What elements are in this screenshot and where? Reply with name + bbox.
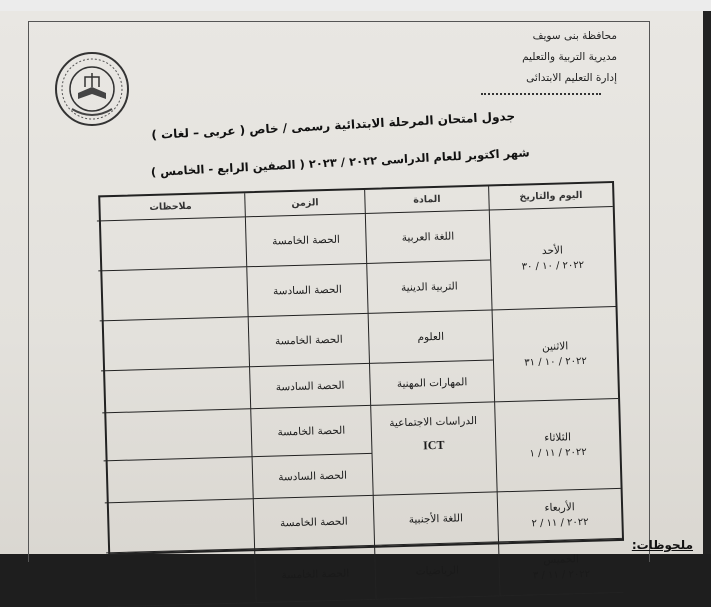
header-administration: إدارة التعليم الابتدائى [526,72,617,84]
day-name: الثلاثاء [544,431,572,445]
period-cell: الحصة السادسة [252,454,373,499]
notes-label: ملحوظات: [631,538,693,552]
day-tuesday [494,399,620,492]
notes-cell [97,217,246,271]
day-date: ٢٠٢٢ / ١١ / ٢ [531,516,589,530]
document-sheet [0,11,711,582]
subject-social: الدراسات الاجتماعية [389,414,478,430]
day-monday [492,307,619,402]
subject-cell: التربية الدينية [366,260,491,313]
subject-cell: الرياضيات [374,542,499,599]
day-date: ٢٠٢٢ / ١١ / ١ [529,446,587,460]
subject-cell: اللغة الأجنبية [373,492,498,545]
notes-cell [98,267,247,321]
ministry-logo-icon [52,49,132,129]
period-cell: الحصة السادسة [246,264,367,317]
notes-cell [102,409,251,461]
document-subtitle: شهر اكتوبر للعام الدراسى ٢٠٢٢ / ٢٠٢٣ ( الصفين الرابع - الخامس ) [150,145,530,180]
period-cell: الحصة الخامسة [253,496,374,549]
subject-cell: اللغة العربية [365,211,490,264]
day-date: ٢٠٢٢ / ١٠ / ٣٠ [521,259,585,273]
dotted-line [481,93,601,95]
day-sunday [489,207,616,310]
period-cell: الحصة الخامسة [248,314,369,367]
day-name: الاثنين [541,340,569,354]
subject-cell: العلوم [368,310,493,363]
header-period: الزمن [244,190,365,217]
period-cell: الحصة الخامسة [245,214,366,267]
header-block [467,26,617,95]
subject-cell: المهارات المهنية [369,360,494,405]
notes-cell [105,499,254,553]
document-title: جدول امتحان المرحلة الابتدائية رسمى / خاص ( عربى – لغات ) [151,109,516,143]
day-date: ٢٠٢٢ / ١٠ / ٣١ [524,355,587,369]
notes-cell [100,317,249,371]
period-cell: الحصة الخامسة [250,406,371,457]
day-date: ٢٠٢٢ / ١١ / ٣ [532,568,591,582]
header-governorate: محافظة بنى سويف [532,30,617,42]
notes-cell [101,367,250,413]
top-bar [0,0,711,11]
notes-cell [106,549,255,607]
subject-cell-social-ict [370,402,496,495]
day-name: الأربعاء [544,501,575,515]
header-directorate: مديرية التربية والتعليم [522,51,617,63]
day-thursday [498,539,623,596]
period-cell: الحصة السادسة [249,364,370,409]
header-subject: المادة [364,187,489,214]
subject-ict: ICT [422,437,445,453]
day-name: الأحد [541,244,564,258]
day-name: الخميس [543,553,579,567]
period-cell: الحصة الخامسة [254,546,375,603]
right-edge-shadow [703,11,711,554]
exam-table [98,181,624,582]
notes-cell [104,457,253,503]
header-notes: ملاحظات [96,193,245,221]
day-wednesday [497,489,622,542]
header-day: اليوم والتاريخ [488,183,613,210]
